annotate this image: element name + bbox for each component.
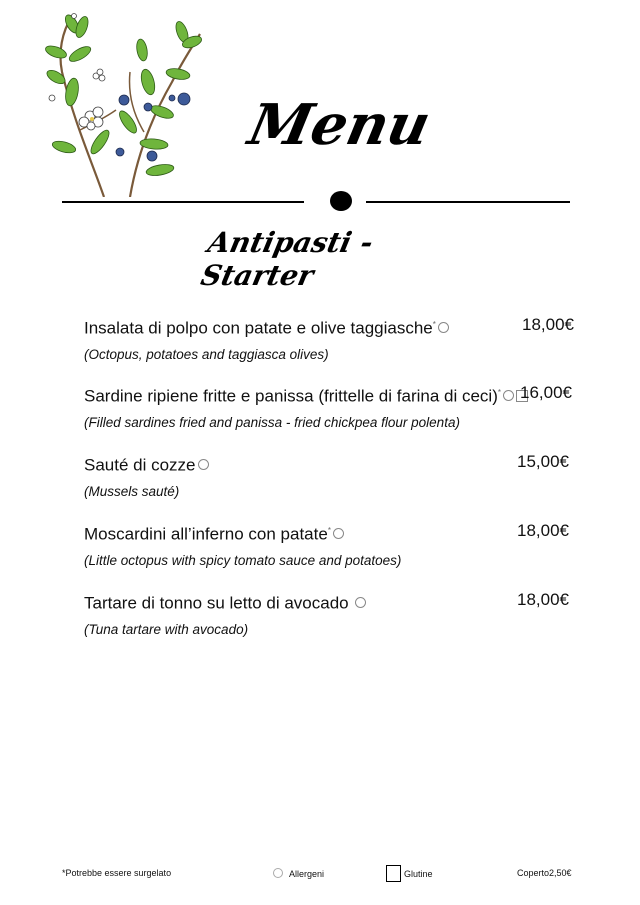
cover-label: Coperto	[517, 868, 550, 878]
frozen-mark: *	[497, 388, 501, 397]
cover-charge	[517, 868, 572, 878]
frozen-mark: *	[432, 320, 436, 329]
item-name: Insalata di polpo con patate e olive taggiasche	[84, 318, 433, 338]
gluten-icon	[386, 865, 401, 882]
item-translation: (Tuna tartare with avocado)	[84, 621, 249, 637]
allergens-label: Allergeni	[289, 869, 325, 879]
menu-title: Menu	[242, 92, 437, 158]
item-name: Sauté di cozze	[84, 455, 196, 475]
item-translation: (Octopus, potatoes and taggiasca olives)	[84, 346, 329, 362]
allergen-icon	[198, 459, 209, 470]
allergen-icon	[503, 390, 514, 401]
gluten-label: Glutine	[404, 869, 433, 879]
item-price: 18,00€	[517, 521, 569, 540]
item-translation: (Mussels sauté)	[84, 483, 180, 499]
item-price: 18,00€	[522, 315, 574, 334]
menu-item	[84, 590, 574, 639]
section-title: Antipasti - Starter	[197, 226, 377, 292]
allergens-legend	[273, 868, 324, 879]
allergen-icon	[273, 868, 283, 878]
divider-right	[366, 201, 570, 203]
allergen-icon	[355, 597, 366, 608]
frozen-note: *Potrebbe essere surgelato	[62, 868, 172, 878]
frozen-mark: *	[327, 526, 331, 535]
item-translation: (Filled sardines fried and panissa - fried chickpea flour polenta)	[84, 414, 460, 430]
item-price: 15,00€	[517, 452, 569, 471]
cover-price: 2,50€	[549, 868, 572, 878]
item-price: 18,00€	[517, 590, 569, 609]
menu-item	[84, 521, 574, 570]
item-name: Tartare di tonno su letto di avocado	[84, 593, 349, 613]
divider-left	[62, 201, 304, 203]
gluten-legend	[386, 865, 433, 882]
item-translation: (Little octopus with spicy tomato sauce and potatoes)	[84, 552, 402, 568]
menu-item	[84, 452, 574, 501]
botanical-illustration	[44, 12, 214, 197]
menu-item	[84, 383, 574, 432]
menu-item	[84, 315, 574, 364]
allergen-icon	[333, 528, 344, 539]
item-name: Moscardini all’inferno con patate	[84, 524, 328, 544]
item-price: 16,00€	[520, 383, 572, 402]
item-name: Sardine ripiene fritte e panissa (frittelle di farina di ceci)	[84, 386, 498, 406]
allergen-icon	[438, 322, 449, 333]
divider-dot	[330, 191, 352, 211]
